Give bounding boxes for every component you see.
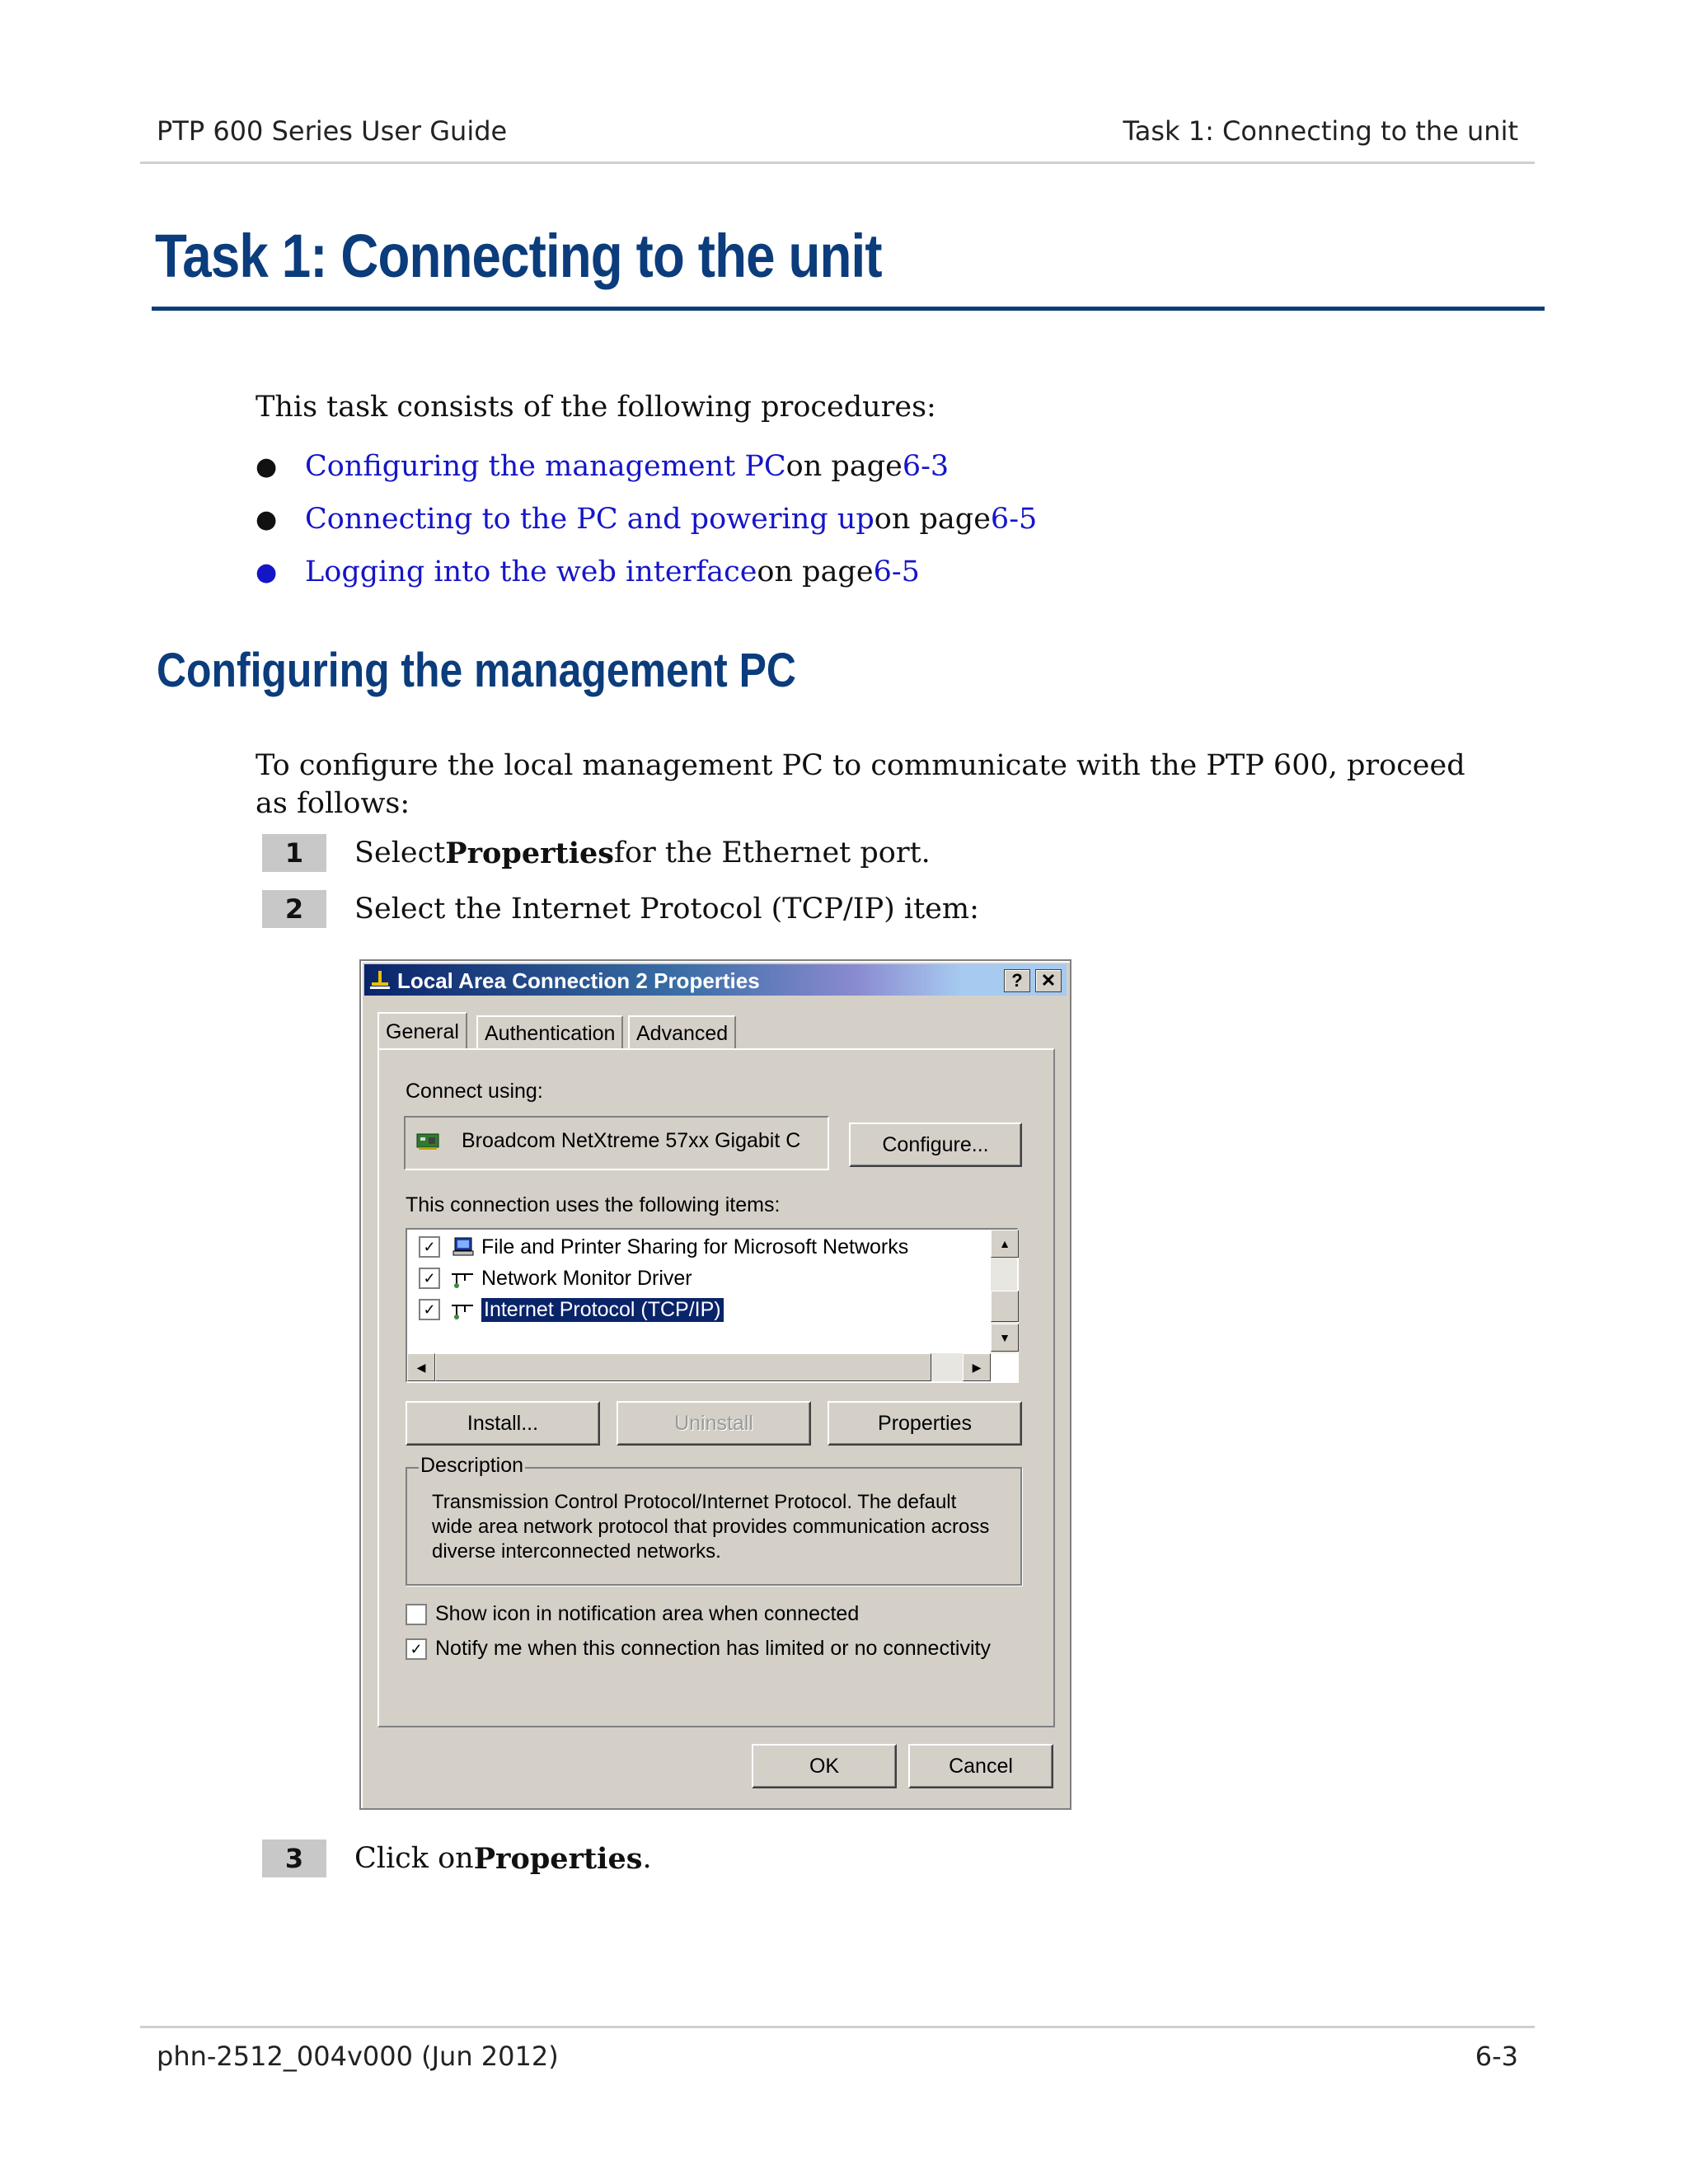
notify-option[interactable] [406,1637,991,1661]
uninstall-button[interactable]: Uninstall [617,1401,811,1446]
network-protocol-icon [448,1268,478,1289]
list-item[interactable] [419,1264,692,1292]
description-group [406,1454,1022,1586]
notify-label: Notify me when this connection has limited or no connectivity [435,1637,991,1660]
procedure-link[interactable]: Configuring the management PC [305,450,786,483]
cancel-button[interactable]: Cancel [908,1744,1053,1788]
vertical-scrollbar[interactable] [991,1230,1017,1353]
page-title: Task 1: Connecting to the unit [155,222,882,290]
checkbox[interactable]: ✓ [419,1268,440,1289]
on-page-text: on page [874,503,991,536]
page-number: 6-3 [1475,2041,1518,2072]
scroll-left-icon[interactable]: ◀ [407,1353,435,1381]
computer-sharing-icon [448,1236,478,1258]
step-text: Click on [354,1842,474,1875]
properties-button[interactable]: Properties [828,1401,1022,1446]
list-item [256,546,1037,598]
section-paragraph: To configure the local management PC to communicate with the PTP 600, proceed as follows: [256,749,1465,820]
tab-advanced[interactable]: Advanced [628,1015,736,1050]
item-label: File and Printer Sharing for Microsoft Networks [481,1235,909,1258]
header-divider [140,162,1535,164]
bullet-icon: ● [256,504,278,534]
list-item[interactable] [419,1233,908,1261]
running-header-left: PTP 600 Series User Guide [157,115,508,147]
step-bold-text: Properties [473,1841,643,1876]
procedure-link[interactable]: Logging into the web interface [305,555,757,588]
step-text-end: . [642,1842,652,1875]
procedure-list [256,440,1037,598]
install-button[interactable]: Install... [406,1401,600,1446]
list-item [256,493,1037,546]
bullet-icon: ● [256,452,278,481]
step-number: 3 [262,1840,326,1877]
step-bold-text: Properties [445,836,614,870]
ok-button[interactable]: OK [752,1744,897,1788]
configure-button[interactable]: Configure... [849,1122,1022,1167]
network-protocol-icon [448,1299,478,1320]
scroll-up-icon[interactable]: ▲ [991,1230,1019,1258]
footer-doc-id: phn-2512_004v000 (Jun 2012) [157,2041,559,2072]
description-text: Transmission Control Protocol/Internet Protocol. The default wide area network protocol that provides communication across diverse interconnected networks. [432,1491,990,1563]
list-item [256,440,1037,493]
scroll-thumb[interactable] [991,1291,1019,1322]
page-link[interactable]: 6-5 [990,503,1038,536]
adapter-name: Broadcom NetXtreme 57xx Gigabit C [462,1129,801,1152]
on-page-text: on page [757,555,874,588]
notify-checkbox[interactable]: ✓ [406,1638,427,1660]
dialog-title: Local Area Connection 2 Properties [397,968,760,993]
scroll-thumb[interactable] [435,1353,931,1381]
bullet-icon: ● [256,557,278,587]
step-number: 1 [262,834,326,872]
item-label-selected: Internet Protocol (TCP/IP) [481,1298,724,1322]
checkbox[interactable]: ✓ [419,1236,440,1258]
list-item[interactable] [419,1296,724,1324]
show-icon-option[interactable] [406,1602,859,1626]
step-text: Select [354,837,446,869]
section-heading: Configuring the management PC [157,644,796,697]
checkbox[interactable]: ✓ [419,1299,440,1320]
page-link[interactable]: 6-3 [902,450,950,483]
page-link[interactable]: 6-5 [873,555,920,588]
title-divider [152,307,1545,311]
network-card-icon [415,1131,443,1152]
running-header-right: Task 1: Connecting to the unit [1123,115,1518,147]
item-label: Network Monitor Driver [481,1266,692,1290]
on-page-text: on page [785,450,903,483]
close-button[interactable]: ✕ [1035,969,1062,992]
tab-general[interactable]: General [377,1012,467,1050]
show-icon-label: Show icon in notification area when connected [435,1602,860,1625]
step-text: Select the Internet Protocol (TCP/IP) item: [354,893,979,926]
footer-divider [140,2026,1535,2028]
network-connection-icon [369,969,391,991]
description-title: Description [420,1454,524,1477]
step-2 [262,890,979,928]
adapter-field [404,1116,829,1170]
items-label: This connection uses the following items: [406,1193,781,1216]
step-1 [262,834,931,872]
connect-using-label: Connect using: [406,1080,543,1103]
step-number: 2 [262,890,326,928]
properties-dialog [359,959,1071,1810]
horizontal-scrollbar[interactable] [407,1353,991,1381]
scroll-right-icon[interactable]: ▶ [963,1353,991,1381]
step-3 [262,1840,652,1877]
show-icon-checkbox[interactable] [406,1604,427,1625]
step-text-end: for the Ethernet port. [614,837,931,869]
scroll-down-icon[interactable]: ▼ [991,1324,1019,1352]
help-button[interactable]: ? [1004,969,1030,992]
tab-authentication[interactable]: Authentication [476,1015,623,1050]
intro-text: This task consists of the following procedures: [256,391,936,424]
procedure-link[interactable]: Connecting to the PC and powering up [305,503,874,536]
dialog-title-bar[interactable] [364,964,1067,996]
components-list[interactable] [406,1228,1019,1383]
